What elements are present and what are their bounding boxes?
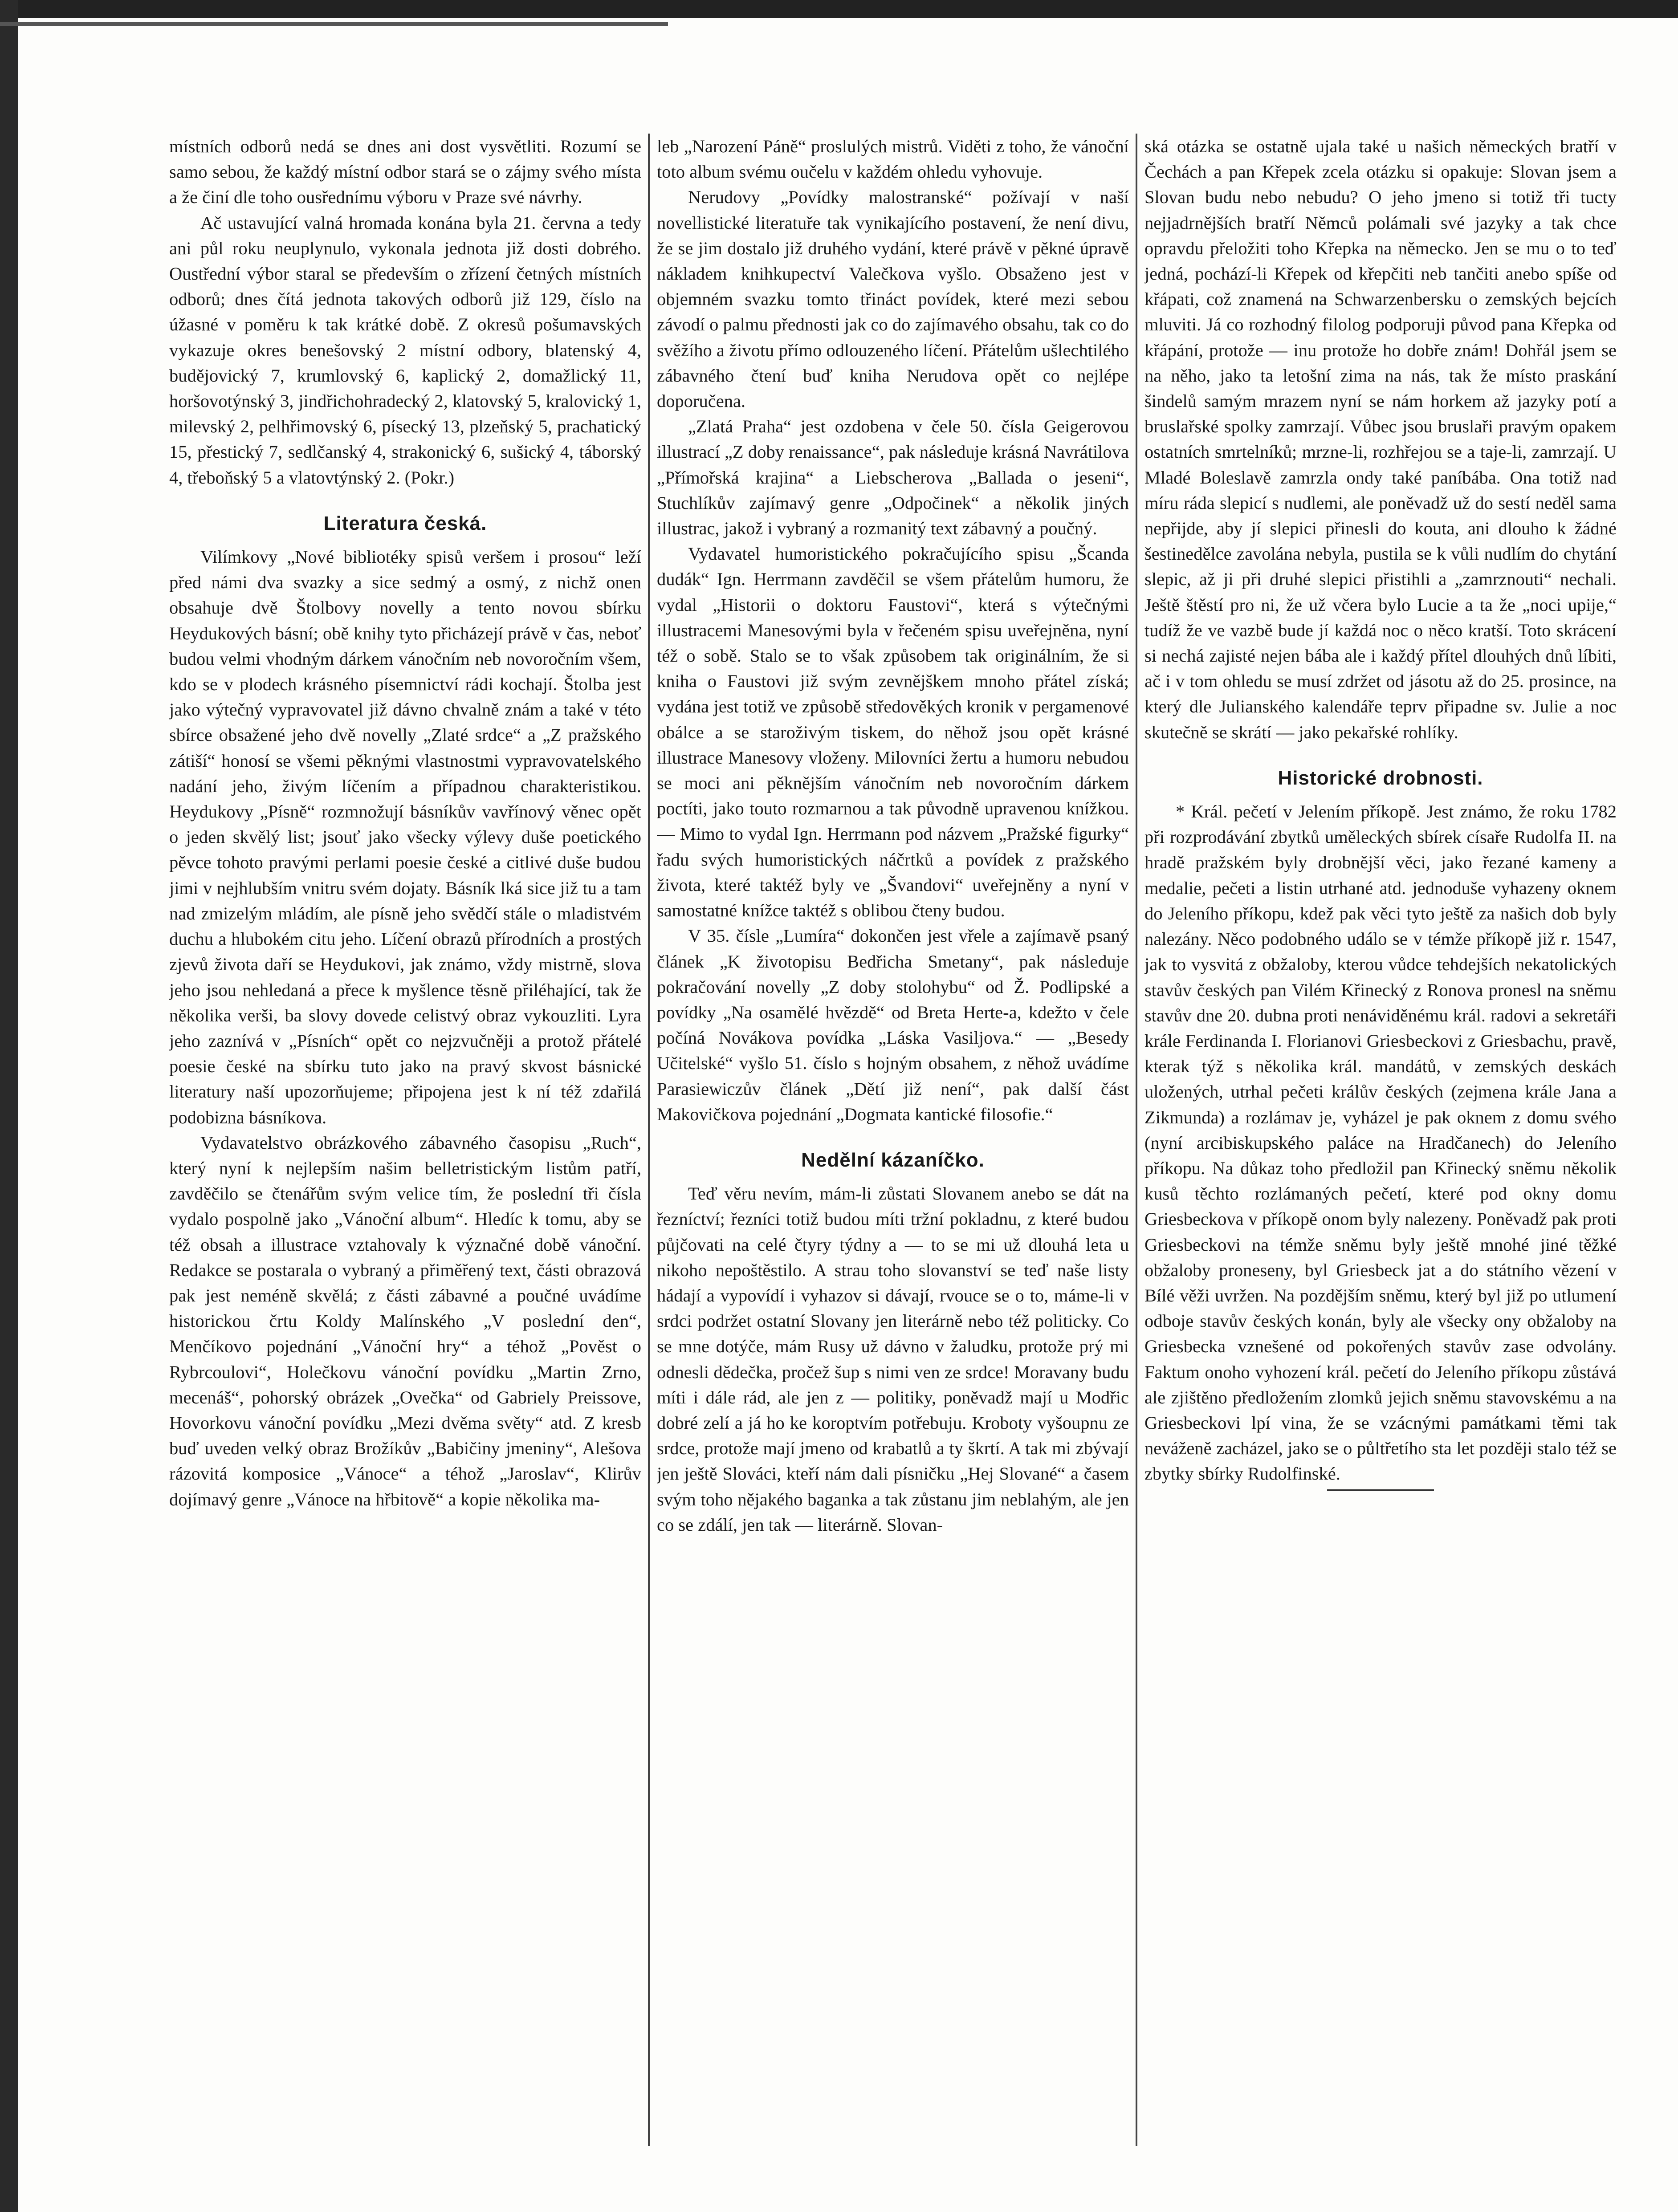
- paragraph: místních odborů nedá se dnes ani dost vysvětliti. Rozumí se samo sebou, že každý místní odbor stará se o zájmy svého místa a že činí dle toho ousřednímu výboru v Praze své návrhy.: [169, 136, 641, 207]
- paragraph: leb „Narození Páně“ proslulých mistrů. Viděti z toho, že vánoční toto album svému oučelu v každém ohledu vyhovuje.: [657, 136, 1129, 182]
- column-3: [1144, 134, 1617, 2164]
- paragraph: Nerudovy „Povídky malostranské“ požívají v naší novellistické literatuře tak vynikajícího postavení, že není divu, že se jim dostalo již druhého vydání, které právě v pěkné úpravě nákladem knihkupectví Valečkova vyšlo. Obsaženo jest v objemném svazku tomto třináct povídek, které mezi sebou závodí o palmu přednosti jak co do zajímavého obsahu, tak co do svěžího a životu přímo odlouzeného líčení. Přátelům ušlechtilého zábavného čtení buď kniha Nerudova opět co nejlépe doporučena.: [657, 187, 1129, 411]
- top-rule: [0, 22, 668, 26]
- column-2: [657, 134, 1129, 2164]
- paragraph: ská otázka se ostatně ujala také u našich německých bratří v Čechách a pan Křepek zcela otázku si opakuje: Slovan jsem a Slovan budu nebo nebudu? O jeho jmeno si totiž tři tucty nejjadrnějších bratří Němců polámali své jazyky a tak chce opravdu přeložiti toho Křepka na německo. Jen se mu o to teď jedná, pochází-li Křepek od křepčiti neb tančiti anebo spíše od křápati, což znamená na Schwarzenbersku o zemských bejcích mluviti. Já co rozhodný filolog podporuji původ pana Křepka od křápání, protože — inu protože ho dobře znám! Dohřál jsem se na něho, jako ta letošní zima na nás, tak že místo praskání šindelů samým mrazem nyní se nám horkem až jazyky potí a bruslařské spolky zamrzají. Vůbec jsou bruslaři pravým opakem ostatních smrtelníků; mrzne-li, rozhřejou se a taje-li, zamrzají. U Mladé Boleslavě zamrzla ondy také paníbába. Ona totiž nad míru ráda slepicí s nudlemi, ale poněvadž už do sestí neděl sama nepřijde, aby jí slepici přinesli do kouta, ani dlouho k žádné šestinedělce zavolána nebyla, pustila se k vůli nudlím do chytání slepic, až ji při druhé slepici přistihli a „zamrznouti“ nechali. Ještě štěstí pro ni, že už včera bylo Lucie a ta že „noci upije,“ tudíž že ve vazbě bude jí každá noc o něco kratší. Toto skrácení si nechá zajisté nejen bába ale i každý přítel dlouhých dnů líbiti, ač i v tom ohledu se musí zdržet od jásotu až do 25. prosince, na který dle Julianského kalendáře teprv připadne sv. Julie a noc skutečně se skrátí — jako pekařské rohlíky.: [1144, 136, 1617, 742]
- scan-border-top: [0, 0, 1678, 18]
- column-divider-2: [1136, 134, 1137, 2146]
- paragraph: V 35. čísle „Lumíra“ dokončen jest vřele a zajímavě psaný článek „K životopisu Bedřicha Smetany“, pak následuje pokračování novelly „Z doby stolohybu“ od Ž. Podlipské a povídky „Na osamělé hvězdě“ od Breta Herte-a, kdežto v čele počíná Novákova povídka „Láska Vasiljova.“ — „Besedy Učitelské“ vyšlo 51. číslo s hojným obsahem, z něhož uvádíme Parasiewiczův článek „Dětí již není“, pak další část Makovičkova pojednání „Dogmata kantické filosofie.“: [657, 926, 1129, 1124]
- column-1: [169, 134, 641, 2164]
- paragraph: Vilímkovy „Nové bibliotéky spisů veršem i prosou“ leží před námi dva svazky a sice sedmý a osmý, z nichž onen obsahuje dvě Štolbovy novelly a tento novou sbírku Heydukových básní; obě knihy tyto přicházejí právě v čas, neboť budou velmi vhodným dárkem vánočním neb novoročním všem, kdo se v plodech krásného písemnictví rádi kochají. Štolba jest jako výtečný vypravovatel již dávno chvalně znám a také v této sbírce obsažené jeho dvě novelly „Zlaté srdce“ a „Z pražského zátiší“ honosí se všemi pěknými vlastnostmi vypravovatelského nadání jeho, živým líčením a případnou charakteristikou. Heydukovy „Písně“ rozmnožují básníkův vavřínový věnec opět o jeden skvělý list; jsouť jako všecky výlevy duše poetického pěvce tohoto pravými perlami poesie české a citlivé duše budou jimi v nejhlubším vnitru svém dojaty. Básník lká sice již tu a tam nad zmizelým mládím, ale písně jeho svědčí stále o mladistvém duchu a hlubokém citu jeho. Líčení obrazů přírodních a prostých zjevů života daří se Heydukovi, jak známo, vždy mistrně, slova jeho jsou nehledaná a přece k myšlence těsně přiléhající, tak že několika verši, ba slovy dovede celistvý obraz vykouzliti. Lyra jeho zaznívá v „Písních“ opět co nejzvučněji a protož přátelé poesie české na sbírku tuto jako na pravý skvost básnické literatury naší upozorňujeme; připojena jest k ní též zdařilá podobizna básníkova.: [169, 547, 641, 1127]
- paragraph: Teď věru nevím, mám-li zůstati Slovanem anebo se dát na řezníctví; řezníci totiž budou míti tržní pokladnu, z které budou půjčovati na celé čtyry týdny a — to se mi už dlouhá leta u nikoho nepoštěstilo. A strau toho slovanství se teď naše listy hádají a vypovídí i vyhazov si dávají, rvouce se o to, máme-li v srdci podržet ostatní Slovany jen literárně nebo též politicky. Co se mne dotýče, mám Rusy už dávno v žaludku, protože prý mi odnesli dědečka, pročež šup s nimi ven ze srdce! Moravany budu míti i dále rád, ale jen z — politiky, poněvadž mají u Modřic dobré zelí a já ho ke koroptvím potřebuju. Kroboty vyšoupnu ze srdce, protože mají jmeno od krabatlů a ty škrtí. A tak mi zbývají jen ještě Slováci, kteří nám dali písničku „Hej Slované“ a časem svým toho nějakého baganka a tak zůstanu jim neblahým, ale jen co se zdálí, jen tak — literárně. Slovan-: [657, 1183, 1129, 1535]
- end-rule: [1327, 1489, 1434, 1491]
- scan-border-left: [0, 0, 18, 2212]
- paragraph: Ač ustavující valná hromada konána byla 21. června a tedy ani půl roku neuplynulo, vykonala jednota již dosti dobrého. Oustřední výbor staral se především o zřízení četných místních odborů; dnes čítá jednota takových odborů již 129, číslo na úžasné v poměru k tak krátké době. Z okresů pošumavských vykazuje okres benešovský 2 místní odbory, blatenský 4, budějovický 7, krumlovský 6, kaplický 2, domažlický 11, horšovotýnský 3, jindřichohradecký 2, klatovský 5, kralovický 1, milevský 2, pelhřimovský 6, písecký 13, plzeňský 5, prachatický 15, přestický 7, sedlčanský 4, strakonický 6, sušický 4, táborský 4, třeboňský 5 a vlatovtýnský 2. (Pokr.): [169, 212, 641, 488]
- column-divider-1: [648, 134, 650, 2146]
- paragraph: „Zlatá Praha“ jest ozdobena v čele 50. čísla Geigerovou illustrací „Z doby renaissance“, pak následuje krásná Navrátilova „Přímořská krajina“ a Liebscherova „Ballada o jeseni“, Stuchlíkův zajímavý genre „Odpočinek“ a několik jiných illustrac, jakož i vybraný a rozmanitý text zábavný a poučný.: [657, 416, 1129, 539]
- section-heading-historicke: Historické drobnosti.: [1278, 767, 1483, 789]
- paragraph: * Král. pečetí v Jelením příkopě. Jest známo, že roku 1782 při rozprodávání zbytků uměleckých sbírek císaře Rudolfa II. na hradě pražském byly drobnější věci, jako řezané kameny a medalie, pečeti a listin utrhané atd. jednoduše vyhazeny oknem do Jeleního příkopu, kdež pak věci tyto ještě za našich dob byly nalezány. Něco podobného událo se v témže příkopě již r. 1547, jak to vysvitá z obžaloby, kterou vůdce tehdejších nekatolických stavův českých pan Vilém Křinecký z Ronova pronesl na sněmu stavův dne 20. dubna proti nenáviděnému král. radovi a sekretáři krále Ferdinanda I. Florianovi Griesbeckovi z Griesbachu, pravě, kterak týž s několika král. mandátů, v zemských deskách uložených, utrhal pečeti králův českých (zejmena krále Jana a Zikmunda) a rozlámav je, vyházel je pak oknem z domu svého (nyní arcibiskupského paláce na Hradčanech) do Jeleního příkopu. Na důkaz toho předložil pan Křinecký sněmu několik kusů těchto rozlámaných pečetí, které pod okny domu Griesbeckova v příkopě onom byly nalezeny. Poněvadž pak proti Griesbeckovi na témže sněmu byly ještě mnohé jiné těžké obžaloby proneseny, byl Griesbeck jat a do státního vězení v Bílé věži uvržen. Na pozdějším sněmu, který byl již po utlumení odboje stavův českých konán, byly ale všecky ony obžaloby na Griesbecka vznešené od pokořených stavův zase odvolány. Faktum onoho vyhození král. pečetí do Jeleního příkopu zůstává ale zjištěno předložením zlomků jejich sněmu stavovskému a na Griesbeckovi lpí vina, že se vzácnými památkami těmi tak neváženě zacházel, jako se o půltřetího sta let později stalo též se zbytky sbírky Rudolfinské.: [1144, 801, 1617, 1484]
- paragraph: Vydavatel humoristického pokračujícího spisu „Šcanda dudák“ Ign. Herrmann zavděčil se všem přátelům humoru, že vydal „Historii o doktoru Faustovi“, která s výtečnými illustracemi Manesovými byla v řečeném spisu uveřejněna, nyní též o sobě. Stalo se to však způsobem tak originálním, že si kniha o Faustovi již svým zevnějškem mnoho přátel získá; vydána jest totiž ve způsobě středověkých kronik v pergamenové obálce a se staroživým tiskem, do něhož jsou opět krásné illustrace Manesovy vloženy. Milovníci žertu a humoru nebudou se moci ani pěknějším vánočním neb novoročním dárkem poctíti, jako touto rozmarnou a tak původně upravenou knížkou. — Mimo to vydal Ign. Herrmann pod názvem „Pražské figurky“ řadu svých humoristických náčrtků a povídek z pražského života, které taktéž byly ve „Švandovi“ uveřejněny a nyní v samostatné knížce taktéž s oblibou čteny budou.: [657, 544, 1129, 921]
- paragraph: Vydavatelstvo obrázkového zábavného časopisu „Ruch“, který nyní k nejlepším našim belletristickým listům patří, zavděčilo se čtenářům svým velice tím, že poslední tři čísla vydalo pospolně jako „Vánoční album“. Hledíc k tomu, aby se též obsah a illustrace vztahovaly k význačné době vánoční. Redakce se postarala o vybraný a přiměřený text, části obrazová pak jest neméně skvělá; z části zábavné a poučné uvádíme historickou črtu Koldy Malínského „V poslední den“, Menčíkovo pojednání „Vánoční hry“ a téhož „Pověst o Rybrcoulovi“, Holečkovu vánoční povídku „Martin Zrno, mecenáš“, pohorský obrázek „Ovečka“ od Gabriely Preissove, Hovorkovu vánoční povídku „Mezi dvěma světy“ atd. Z kresb buď uveden velký obraz Brožíkův „Babičiny jmeniny“, Alešova rázovitá komposice „Vánoce“ a téhož „Jaroslav“, Klirův dojímavý genre „Vánoce na hřbitově“ a kopie několika ma-: [169, 1132, 641, 1509]
- section-heading-kazanicko: Nedělní kázaníčko.: [801, 1149, 985, 1171]
- section-heading-literatura: Literatura česká.: [323, 512, 487, 534]
